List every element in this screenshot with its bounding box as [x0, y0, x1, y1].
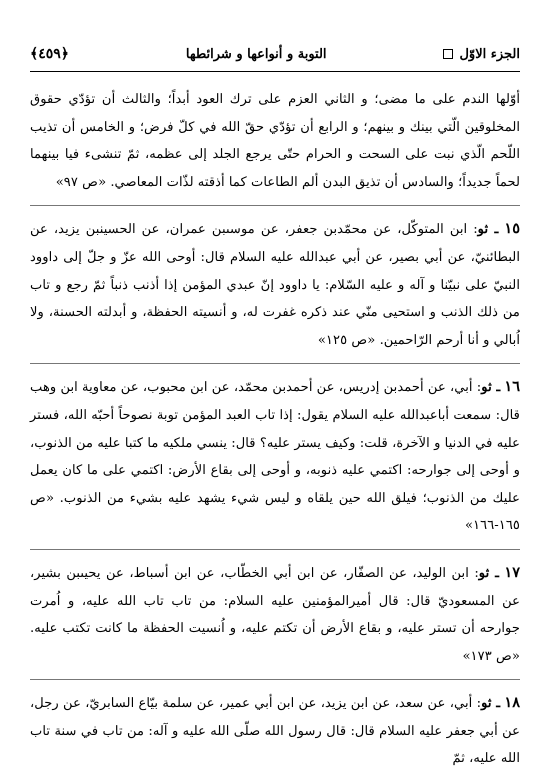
hadith-16 — [30, 373, 520, 540]
hadith-separator — [30, 205, 520, 206]
hadith-number: ١٦ — [504, 378, 520, 396]
hadith-number: ١٧ — [504, 563, 520, 581]
hadith-text: : ابن المتوكّل، عن محمّدبن جعفر، عن موسىبن عمران، عن الحسينبن يزيد، عن البطائنيّ، عن أبي بصير، عن أبي عبدالله عليه السلام قال: أوحى الله عزّ و جلّ إلى داوود النبيّ على نبيّنا و آله و عليه السّلام: يا داوود إنّ عبدي المؤمن إذا أذنب ذنباً ثمّ رجع و تاب من ذلك الذنب و استحيى منّي عند ذكره غفرت له، و أنسيته الحفظة، و أبدلته الحسنة، ولا اُبالي و أنا أرحم الرّاحمين. «ص ١٢٥» — [30, 222, 520, 348]
hadith-18 — [30, 689, 520, 773]
hadith-source: ـ ثو — [477, 222, 499, 238]
volume-label: الجزء الاوّل — [459, 46, 520, 62]
page-body — [30, 86, 520, 773]
hadith-separator — [30, 679, 520, 680]
hadith-source: ـ ثو — [481, 696, 501, 712]
page-header — [30, 40, 520, 68]
paragraph-continuation: أوّلها الندم على ما مضى؛ و الثاني العزم على ترك العود أبداً؛ والثالث أن تؤدّي حقوق المخلوقين الّتي بينك و بينهم؛ و الرابع أن تؤدّي حقّ الله في كلّ فرض؛ و الخامس أن تذيب اللّحم الّذي نبت على السحت و الحرام حتّى يرجع الجلد إلى عظمه، ثمّ تنشىء فيا بينهما لحماً جديداً؛ والسادس أن تذيق البدن ألم الطاعات كما أذقته لذّات المعاصي. «ص ٩٧» — [30, 92, 520, 190]
hadith-number: ١٨ — [504, 694, 520, 712]
hadith-source: ـ ثو — [481, 380, 501, 396]
chapter-title: التوبة و أنواعها و شرائطها — [185, 46, 327, 62]
hadith-text: : ابن الوليد، عن الصفّار، عن ابن أبي الخطّاب، عن ابن أسباط، عن يحيىبن بشير، عن المسعوديّ قال: قال أميرالمؤمنين عليه السلام: من تاب تاب الله عليه، و اُمرت جوارحه أن تستر عليه، و بقاع الأرض أن تكتم عليه، و اُنسيت الحفظة ما كانت تكتب عليه. «ص ١٧٣» — [30, 565, 520, 664]
hadith-source: ـ ثو — [478, 565, 499, 581]
hadith-text: : أبي، عن أحمدبن إدريس، عن أحمدبن محمّد، عن ابن محبوب، عن معاوية ابن وهب قال: سمعت أباعبدالله عليه السلام يقول: إذا تاب العبد المؤمن توبة نصوحاً أحبّه الله، فستر عليه في الدنيا و الآخرة، قلت: وكيف يستر عليه؟ قال: ينسي ملكيه ما كتبا عليه من الذنوب، و أوحى إلى جوارحه: اكتمي عليه ذنوبه، و أوحى إلى بقاع الأرض: اكتمي على ما كان يعمل عليك من الذنوب؛ فيلق الله حين يلقاه و ليس شيء يشهد عليه بشيء من الذنوب. «ص ١٦٥-١٦٦» — [30, 380, 520, 534]
hadith-number: ١٥ — [504, 220, 520, 238]
page-number: ﴿٤٥٩﴾ — [30, 46, 69, 62]
volume-label-group — [443, 47, 520, 62]
hadith-17 — [30, 559, 520, 670]
square-ornament-icon — [443, 49, 453, 59]
hadith-15 — [30, 215, 520, 354]
hadith-separator — [30, 363, 520, 364]
hadith-separator — [30, 549, 520, 550]
hadith-text: : أبي، عن سعد، عن ابن يزيد، عن ابن أبي عمير، عن سلمة بيّاع السابريّ، عن رجل، عن أبي جعفر عليه السلام قال: قال رسول الله صلّى الله عليه و آله: من تاب في سنة تاب الله عليه، ثمّ — [30, 696, 520, 767]
header-divider — [30, 71, 520, 72]
